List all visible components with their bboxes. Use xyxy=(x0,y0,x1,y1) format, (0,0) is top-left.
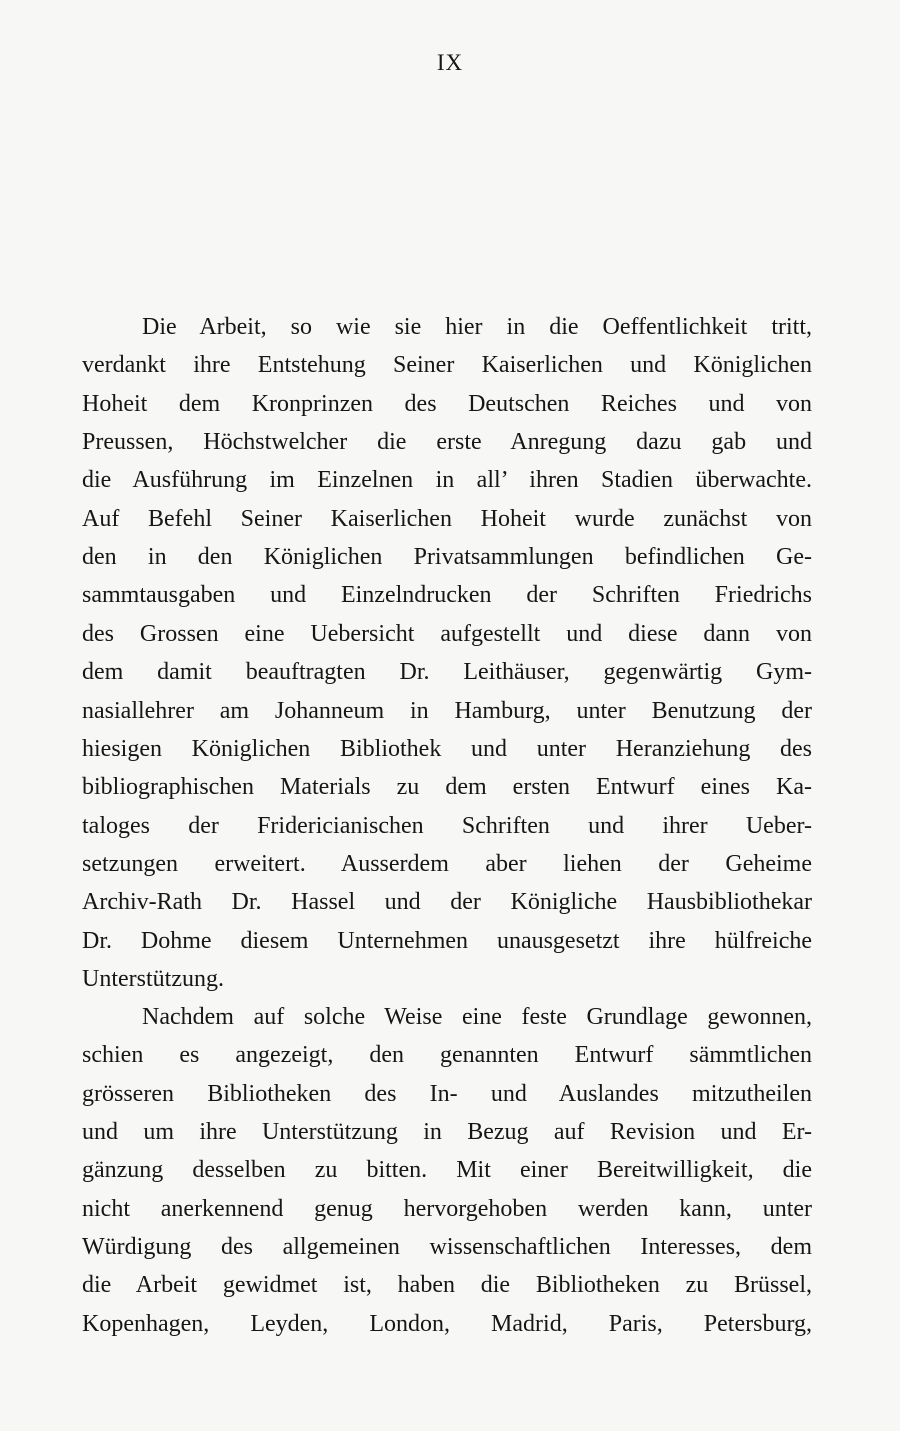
text-line: Dr. Dohme diesem Unternehmen unausgesetzt ihre hülfreiche xyxy=(82,927,812,954)
text-line: Archiv-Rath Dr. Hassel und der Königliche Hausbibliothekar xyxy=(82,889,812,916)
text-line: Preussen, Höchstwelcher die erste Anregung dazu gab und xyxy=(82,429,812,456)
text-line: Würdigung des allgemeinen wissenschaftlichen Interesses, dem xyxy=(82,1234,812,1261)
text-line: Hoheit dem Kronprinzen des Deutschen Reiches und von xyxy=(82,390,812,417)
text-line: die Ausführung im Einzelnen in all’ ihren Stadien überwachte. xyxy=(82,467,812,494)
text-line: grösseren Bibliotheken des In- und Auslandes mitzutheilen xyxy=(82,1080,812,1107)
text-line: den in den Königlichen Privatsammlungen befindlichen Ge- xyxy=(82,544,812,571)
text-line: die Arbeit gewidmet ist, haben die Bibliotheken zu Brüssel, xyxy=(82,1272,812,1299)
text-line: nicht anerkennend genug hervorgehoben werden kann, unter xyxy=(82,1195,812,1222)
text-line: Die Arbeit, so wie sie hier in die Oeffentlichkeit tritt, xyxy=(142,314,812,340)
text-line: taloges der Fridericianischen Schriften und ihrer Ueber- xyxy=(82,812,812,839)
page-number: IX xyxy=(436,50,464,75)
text-line: dem damit beauftragten Dr. Leithäuser, gegenwärtig Gym- xyxy=(82,659,812,686)
text-line: schien es angezeigt, den genannten Entwurf sämmtlichen xyxy=(82,1042,812,1069)
text-line: sammtausgaben und Einzelndrucken der Schriften Friedrichs xyxy=(82,582,812,609)
text-line: bibliographischen Materials zu dem ersten Entwurf eines Ka- xyxy=(82,774,812,801)
text-line: hiesigen Königlichen Bibliothek und unter Heranziehung des xyxy=(82,735,812,762)
text-line: Kopenhagen, Leyden, London, Madrid, Paris, Petersburg, xyxy=(82,1310,812,1337)
text-line: gänzung desselben zu bitten. Mit einer Bereitwilligkeit, die xyxy=(82,1157,812,1184)
text-line: und um ihre Unterstützung in Bezug auf Revision und Er- xyxy=(82,1119,812,1146)
text-line: Auf Befehl Seiner Kaiserlichen Hoheit wurde zunächst von xyxy=(82,505,812,532)
text-line: setzungen erweitert. Ausserdem aber liehen der Geheime xyxy=(82,850,812,877)
text-line: nasiallehrer am Johanneum in Hamburg, unter Benutzung der xyxy=(82,697,812,724)
text-line: Unterstützung. xyxy=(82,965,224,992)
text-line: Nachdem auf solche Weise eine feste Grundlage gewonnen, xyxy=(142,1004,812,1030)
text-line: des Grossen eine Uebersicht aufgestellt und diese dann von xyxy=(82,620,812,647)
text-line: verdankt ihre Entstehung Seiner Kaiserlichen und Königlichen xyxy=(82,352,812,379)
